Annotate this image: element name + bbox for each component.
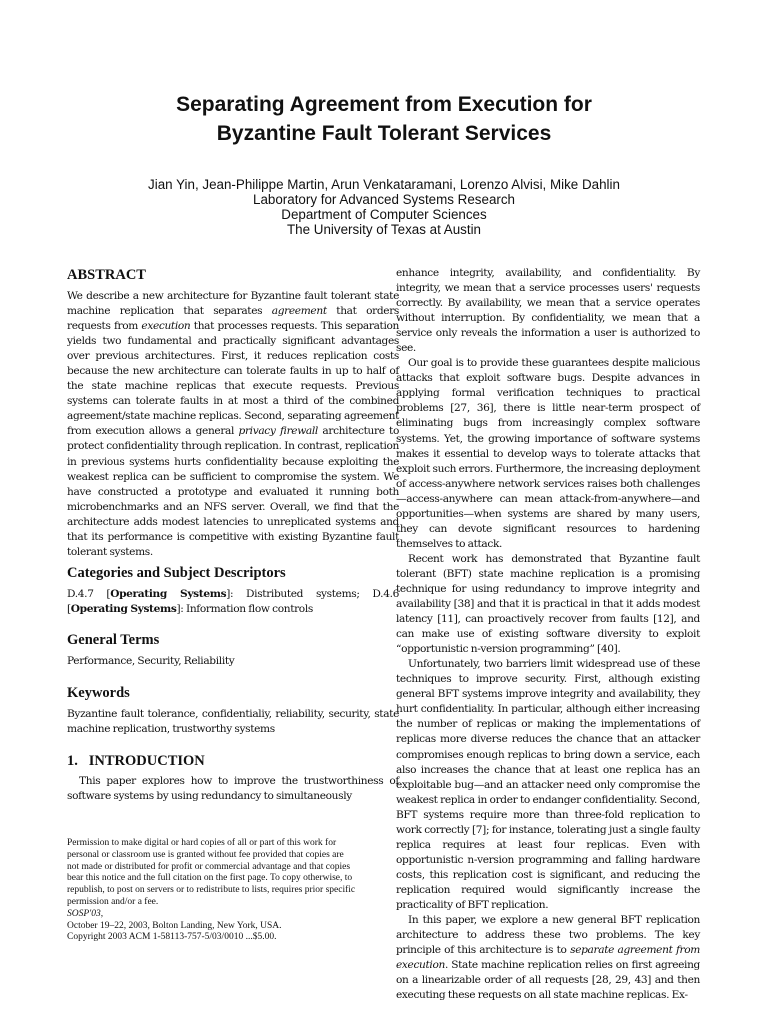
right-column xyxy=(396,266,700,1003)
footnote-line: republish, to post on servers or to redistribute to lists, requires prior specific xyxy=(67,885,356,896)
title-line-1: Separating Agreement from Execution for xyxy=(176,93,592,116)
body-text-part: . State machine replication relies on first agreeing on a linearizable order of all requests [28, 29, 43] and then executing these requests on all state machine replicas. Ex- xyxy=(396,959,700,1002)
body-paragraph: Recent work has demonstrated that Byzantine fault tolerant (BFT) state machine replication is a promising technique for using redundancy to improve integrity and availability [38] and that it is practical in that it adds modest latency [11], can proactively recover from faults [12], and can make use of existing software diversity to exploit “opportunistic n-version programming” [40]. xyxy=(396,552,700,656)
title-line-2: Byzantine Fault Tolerant Services xyxy=(216,122,552,145)
abstract-emphasis: execution xyxy=(141,320,191,333)
body-paragraph xyxy=(396,913,700,1003)
body-paragraph: Unfortunately, two barriers limit widespread use of these techniques to improve security. First, although existing general BFT systems improve integrity and availability, they hurt confidentiality. In particular, although either increasing the number of replicas or making the implementations of replicas more diverse reduces the chance that an attacker compromises enough replicas to bring down a service, each also increases the chance that at least one replica has an exploitable bug—and an attacker need only compromise the weakest replica in order to endanger confidentiality. Second, BFT systems require more than three-fold replication to work correctly [7]; for instance, tolerating just a single faulty replica requires at least four replicas. Even with opportunistic n-version programming and falling hardware costs, this replication cost is significant, and reducing the replication required would significantly increase the practicality of BFT replication. xyxy=(396,658,700,911)
abstract-emphasis: privacy firewall xyxy=(238,425,318,438)
footnote-line: not made or distributed for profit or commercial advantage and that copies xyxy=(67,861,351,872)
body-emphasis: separate agreement from execution xyxy=(396,944,700,972)
abstract-emphasis: agreement xyxy=(271,305,327,318)
footnote-line: Permission to make digital or hard copies of all or part of this work for xyxy=(67,838,337,848)
affiliation-university: The University of Texas at Austin xyxy=(286,222,481,237)
categories-text xyxy=(67,587,399,617)
categories-section xyxy=(67,564,399,617)
general-terms-section xyxy=(67,631,399,669)
author-block xyxy=(0,177,768,237)
categories-text-part: ]: Information flow controls xyxy=(176,603,313,616)
abstract-section xyxy=(67,266,399,560)
body-text-part: In this paper, we explore a new general BFT replication architecture to address these two problems. The key principle of this architecture is to xyxy=(396,914,700,957)
categories-text-part: D.4.7 [ xyxy=(67,588,111,600)
introduction-paragraph: This paper explores how to improve the trustworthiness of software systems by using redundancy to simultaneously xyxy=(67,775,399,803)
footnote-line xyxy=(67,909,377,933)
author-list: Jian Yin, Jean-Philippe Martin, Arun Venkataramani, Lorenzo Alvisi, Mike Dahlin xyxy=(148,177,620,192)
body-paragraph: Our goal is to provide these guarantees despite malicious attacks that exploit software bugs. Despite advances in applying formal verification techniques to practical problems [27, 36], there is little near-term prospect of eliminating bugs from increasingly complex software systems. Yet, the growing importance of software systems makes it essential to develop ways to tolerate attacks that exploit such errors. Furthermore, the increasing deployment of access-anywhere network services raises both challenges—access-anywhere can mean attack-from-anywhere—and opportunities—when systems are shared by many users, they can devote significant resources to hardening themselves to attack. xyxy=(396,357,700,550)
abstract-text-part: architecture to protect confidentiality through replication. In contrast, replication in previous systems hurts confidentiality because exploiting the weakest replica can be sufficient to compromise the system. We have constructed a prototype and evaluated it running both microbenchmarks and an NFS server. Overall, we find that the architecture adds modest latencies to unreplicated systems and that its performance is competitive with existing Byzantine fault tolerant systems. xyxy=(67,425,399,558)
footnote-line: permission and/or a fee. xyxy=(67,896,159,907)
keywords-section xyxy=(67,684,399,737)
footnote-conference: SOSP'03, xyxy=(67,908,104,919)
introduction-heading: 1. INTRODUCTION xyxy=(67,753,205,769)
abstract-text-part: that processes requests. This separation yields two fundamental and practically significant advantages over previous architectures. First, it reduces replication costs because the new architecture can tolerate faults in up to half of the state machine replicas that execute requests. Previous systems can tolerate faults in at most a third of the combined agreement/state machine replicas. Second, separating agreement from execution allows a general xyxy=(67,320,399,438)
categories-text-part: ]: Distributed systems; D.4.6 [ xyxy=(67,588,399,616)
keywords-text: Byzantine fault tolerance, confidentialiy, reliability, security, state machine replication, trustworthy systems xyxy=(67,708,399,736)
abstract-text-part: We describe a new architecture for Byzantine fault tolerant state machine replication that separates xyxy=(67,290,399,318)
permission-footnote xyxy=(67,838,377,944)
footnote-line: personal or classroom use is granted without fee provided that copies are xyxy=(67,849,344,860)
paper-title xyxy=(0,90,768,148)
introduction-section xyxy=(67,752,399,804)
footnote-line-part: October 19–22, 2003, Bolton Landing, New York, USA. xyxy=(67,920,282,931)
keywords-heading: Keywords xyxy=(67,685,130,701)
abstract-text xyxy=(67,289,399,560)
general-terms-heading: General Terms xyxy=(67,632,160,648)
footnote-line: Copyright 2003 ACM 1-58113-757-5/03/0010 ...$5.00. xyxy=(67,932,277,943)
body-paragraph: enhance integrity, availability, and confidentiality. By integrity, we mean that a service processes users' requests correctly. By availability, we mean that a service operates without interruption. By confidentiality, we mean that a service only reveals the information a user is authorized to see. xyxy=(396,267,700,355)
abstract-heading: ABSTRACT xyxy=(67,267,146,283)
left-column xyxy=(67,266,399,803)
affiliation-lab: Laboratory for Advanced Systems Research xyxy=(253,192,515,207)
categories-heading: Categories and Subject Descriptors xyxy=(67,565,286,581)
affiliation-dept: Department of Computer Sciences xyxy=(281,207,487,222)
abstract-text-part: that orders requests from xyxy=(67,305,399,333)
categories-bold: Operating Systems xyxy=(70,603,177,616)
categories-bold: Operating Systems xyxy=(110,588,227,600)
footnote-line: bear this notice and the full citation on the first page. To copy otherwise, to xyxy=(67,873,353,884)
general-terms-text: Performance, Security, Reliability xyxy=(67,655,235,667)
